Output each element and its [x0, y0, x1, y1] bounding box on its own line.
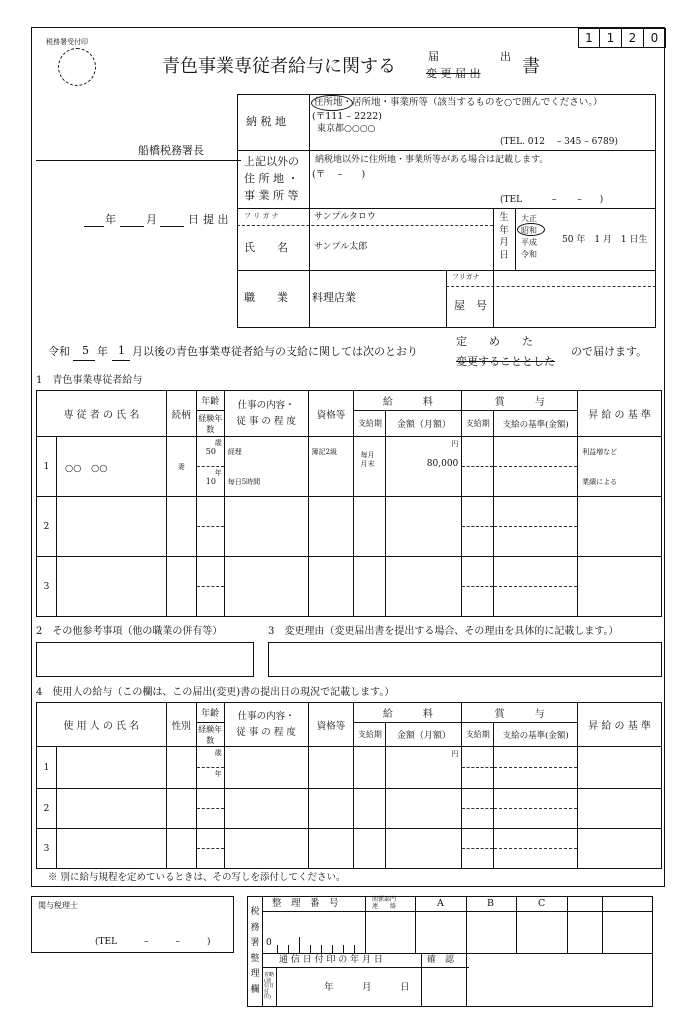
- reception-stamp-circle: [58, 48, 96, 86]
- stamp-label: 税務署受付印: [46, 38, 88, 46]
- shop-furigana-divider: [446, 286, 656, 287]
- col-bonus-criteria-header: 支給の基準(金額): [502, 730, 569, 741]
- office-use-divider: [567, 896, 568, 953]
- other-address-postal: (〒 – ): [312, 169, 366, 180]
- statement-prefix: 令和: [48, 345, 70, 358]
- office-use-divider: [365, 896, 366, 953]
- other-address-label: 住 所 地 ・: [244, 172, 299, 185]
- age-divider: [197, 586, 224, 587]
- page-title: 青色事業専従者給与に関する: [162, 56, 396, 77]
- table-row: [37, 747, 662, 789]
- col-salary-header: 給 料: [382, 709, 433, 720]
- shop-label-divider: [493, 270, 494, 328]
- office-column-char: 税: [250, 907, 260, 917]
- office-use-divider: [262, 911, 653, 912]
- tsushin-label: 通 信 日 付 印 の 年 月 日: [279, 955, 383, 965]
- bonus-divider: [462, 808, 493, 809]
- col-experience-header: 経験年数: [198, 413, 223, 434]
- statement-text: 月以後の青色事業専従者給与の支給に関しては次のとおり: [132, 345, 418, 358]
- title-option-todoke: 届: [428, 50, 439, 63]
- column-b-label: B: [487, 898, 494, 909]
- bonus-divider: [462, 848, 493, 849]
- other-address-tel: (TEL – – ): [500, 195, 604, 205]
- office-use-divider: [516, 896, 517, 953]
- age-divider: [197, 526, 224, 527]
- occupation-value: 料理店業: [312, 291, 356, 304]
- col-experience-header: 経験年数: [198, 724, 223, 745]
- bonus-divider: [494, 526, 577, 527]
- row-number: 1: [43, 461, 50, 472]
- table-row: [37, 497, 662, 557]
- bonus-divider: [494, 848, 577, 849]
- amount-unit: 円: [451, 750, 459, 758]
- col-age-header: 年齢: [201, 397, 220, 407]
- section2-title: 2 その他参考事項（他の職業の併有等）: [36, 626, 223, 637]
- col-bonus-criteria-header: 支給の基準(金額): [502, 419, 569, 430]
- kankei-label: 関係部門: [372, 896, 397, 903]
- employee-amount: 80,000: [426, 459, 459, 469]
- shop-furigana-label: フリガナ: [452, 273, 480, 281]
- statement-month-line: [112, 360, 130, 361]
- row-number: 3: [43, 843, 50, 854]
- bonus-divider: [462, 767, 493, 768]
- title-suffix: 書: [522, 56, 540, 77]
- table-row: [37, 437, 662, 497]
- address-tel: (TEL. 012 – 345 – 6789): [500, 137, 618, 147]
- employee-relation: 妻: [177, 462, 185, 471]
- tsushin-date: 年 月 日: [324, 982, 410, 993]
- confirm-small-label: 省略 (通信日付印): [264, 972, 275, 1000]
- furigana-divider: [237, 225, 493, 226]
- seiri-tick: [288, 945, 289, 953]
- col-qualification-header: 資格等: [316, 409, 346, 421]
- employee-qualification: 簿記2級: [311, 448, 338, 456]
- section4-table: [36, 702, 662, 869]
- table-row: [37, 557, 662, 617]
- col-job-header: 仕事の内容・: [237, 400, 295, 412]
- birth-divider: [515, 208, 516, 270]
- col-bonus-period-header: 支給期: [465, 419, 490, 428]
- date-submit-label: 提 出: [203, 213, 229, 226]
- age-divider: [197, 466, 224, 467]
- seiri-tick: [299, 937, 300, 953]
- address-value: 東京都○○○○: [317, 124, 376, 134]
- other-address-label: 事 業 所 等: [244, 189, 299, 202]
- birth-label-char: 生: [499, 212, 509, 223]
- birth-label-char: 月: [499, 237, 509, 248]
- accountant-tel: (TEL – – ): [95, 937, 211, 947]
- statement-suffix: ので届けます。: [571, 345, 648, 358]
- date-year-label: 年: [105, 213, 116, 226]
- address-selected-circle: [311, 95, 353, 111]
- col-bonus-period-header: 支給期: [465, 730, 490, 739]
- office-use-divider: [262, 896, 263, 1007]
- birth-label-char: 年: [499, 224, 509, 236]
- date-month-line: [120, 226, 144, 227]
- row-number: 2: [43, 521, 50, 532]
- office-column-char: 務: [250, 922, 260, 933]
- col-qualification-header: 資格等: [316, 720, 346, 732]
- statement-year-unit: 年: [97, 345, 108, 358]
- bonus-divider: [494, 767, 577, 768]
- office-use-divider: [276, 967, 277, 1007]
- taxpayer-label-divider: [309, 94, 310, 328]
- form-number: [578, 28, 666, 48]
- form-number-digit: 1: [578, 28, 600, 48]
- office-column-char: 欄: [250, 984, 260, 995]
- col-bonus-header: 賞 与: [494, 709, 545, 720]
- section3-title: 3 変更理由（変更届出書を提出する場合、その理由を具体的に記載します。）: [268, 626, 619, 637]
- experience-unit: 年: [214, 770, 222, 778]
- tax-office-underline: [36, 160, 241, 161]
- section1-table: [36, 390, 662, 617]
- era-option: 平成: [521, 238, 537, 247]
- birth-divider: [493, 208, 494, 270]
- section1-title: 1 青色事業専従者給与: [36, 375, 143, 386]
- taxpayer-row-divider: [237, 208, 656, 209]
- renraku-label: 連 絡: [372, 903, 397, 910]
- section3-box: [268, 642, 662, 677]
- statement-year-line: [73, 360, 95, 361]
- statement-option-changed: 変更することとした: [456, 355, 555, 368]
- col-pay-period-header: 支給期: [357, 419, 382, 428]
- form-number-digit: 0: [644, 28, 666, 48]
- age-divider: [197, 848, 224, 849]
- furigana-label: フ リ ガ ナ: [244, 212, 279, 220]
- col-worker-name-header: 使 用 人 の 氏 名: [63, 721, 140, 732]
- kakunin-label: 確 認: [427, 955, 455, 965]
- row-number: 2: [43, 803, 50, 814]
- employee-name: ○○ ○○: [64, 462, 108, 474]
- employee-experience: 10: [205, 477, 216, 486]
- address-options: 住所地・居所地・事業所等（該当するものを○で囲んでください。）: [314, 97, 603, 108]
- column-c-label: C: [538, 898, 546, 909]
- row-number: 3: [43, 581, 50, 592]
- section4-title: 4 使用人の給与（この欄は、この届出(変更)書の提出日の現況で記載します。）: [36, 687, 395, 698]
- col-pay-period-header: 支給期: [357, 730, 382, 739]
- birth-value: 50 年 1 月 1 日生: [562, 235, 648, 245]
- column-a-label: A: [437, 898, 444, 909]
- statement-month: 1: [118, 344, 125, 357]
- employee-age: 50: [205, 447, 216, 456]
- seiri-tick: [321, 945, 322, 953]
- office-use-box: [247, 896, 653, 1007]
- date-day-line: [160, 226, 184, 227]
- seiri-tick: [277, 945, 278, 953]
- occupation-label: 職 業: [244, 291, 288, 304]
- col-amount-header: 金額（月額）: [396, 731, 451, 741]
- title-option-henko: 変 更 届 出: [426, 67, 481, 80]
- seiri-tick: [354, 945, 355, 953]
- col-job-header-2: 従 事 の 程 度: [236, 415, 296, 427]
- age-divider: [197, 808, 224, 809]
- era-selected-circle: [517, 223, 545, 236]
- bonus-divider: [462, 586, 493, 587]
- era-options: [521, 213, 537, 261]
- office-use-divider: [262, 967, 469, 968]
- era-option-selected: 昭和: [521, 226, 537, 235]
- bonus-divider: [462, 466, 493, 467]
- date-day-label: 日: [188, 213, 199, 226]
- office-use-divider: [421, 953, 422, 1007]
- name-label: 氏 名: [244, 241, 288, 254]
- address-postal: (〒111 – 2222): [312, 111, 383, 122]
- section2-box: [36, 642, 254, 677]
- occupation-divider: [446, 270, 447, 328]
- seiri-number-label: 整 理 番 号: [272, 898, 339, 909]
- seiri-tick: [332, 945, 333, 953]
- office-use-divider: [415, 896, 416, 953]
- experience-unit: 年: [214, 469, 222, 477]
- title-option-de: 出: [500, 50, 511, 63]
- col-job-header: 仕事の内容・: [237, 711, 295, 723]
- attachment-note: ※ 別に給与規程を定めているときは、その写しを添付してください。: [48, 872, 346, 883]
- office-column-char: 理: [250, 969, 260, 979]
- seiri-tick: [310, 945, 311, 953]
- era-option: 大正: [521, 214, 537, 223]
- era-option: 令和: [521, 250, 537, 259]
- col-name-header: 専 従 者 の 氏 名: [63, 410, 140, 421]
- office-use-divider: [602, 896, 603, 953]
- office-column-char: 署: [250, 938, 260, 948]
- age-divider: [197, 767, 224, 768]
- col-raise-header: 昇 給 の 基 準: [588, 721, 651, 732]
- col-job-header-2: 従 事 の 程 度: [236, 726, 296, 738]
- name-value: サンプル太郎: [314, 242, 368, 252]
- statement-option-defined: 定 め た: [456, 335, 533, 348]
- col-age-header: 年齢: [201, 709, 220, 719]
- office-use-divider: [262, 953, 653, 954]
- seiri-number-zero: 0: [266, 938, 272, 948]
- furigana-value: サンプルタロウ: [314, 212, 376, 222]
- age-unit: 歳: [214, 749, 222, 757]
- col-raise-header: 昇 給 の 基 準: [588, 410, 651, 421]
- shop-label: 屋 号: [454, 299, 487, 312]
- employee-raise-2: 業績による: [582, 478, 618, 486]
- employee-job: 経理: [227, 448, 242, 456]
- birth-label: [496, 212, 512, 262]
- seiri-tick: [343, 945, 344, 953]
- statement-year: 5: [82, 344, 89, 357]
- other-address-note: 納税地以外に住所地・事業所等がある場合は記載します。: [315, 155, 549, 165]
- table-row: [37, 829, 662, 869]
- bonus-divider: [462, 526, 493, 527]
- col-sex-header: 性別: [171, 720, 191, 732]
- table-row: [37, 789, 662, 829]
- date-month-label: 月: [146, 213, 157, 226]
- age-unit: 歳: [214, 439, 222, 447]
- form-number-digit: 1: [600, 28, 622, 48]
- col-bonus-header: 賞 与: [494, 397, 545, 408]
- employee-job-detail: 毎日5時間: [227, 478, 261, 486]
- col-relation-header: 続柄: [171, 409, 191, 421]
- col-salary-header: 給 料: [382, 397, 433, 408]
- office-column-label: [249, 905, 261, 998]
- address-label: 納 税 地: [246, 115, 286, 128]
- other-address-label: 上記以外の: [244, 155, 299, 168]
- employee-raise: 利益増など: [582, 448, 618, 456]
- col-amount-header: 金額（月額）: [396, 420, 451, 430]
- bonus-divider: [494, 808, 577, 809]
- tax-office-name: 船橋税務署長: [138, 144, 204, 157]
- bonus-divider: [494, 466, 577, 467]
- birth-label-char: 日: [499, 249, 509, 261]
- amount-unit: 円: [451, 440, 459, 448]
- employee-pay-period: 毎月 月末: [360, 451, 375, 469]
- bonus-divider: [494, 586, 577, 587]
- date-year-line: [84, 226, 104, 227]
- office-column-char: 整: [250, 953, 260, 964]
- taxpayer-row-divider: [237, 150, 656, 151]
- accountant-label: 関与税理士: [38, 901, 78, 910]
- office-use-divider: [466, 896, 467, 1007]
- row-number: 1: [43, 762, 50, 773]
- form-number-digit: 2: [622, 28, 644, 48]
